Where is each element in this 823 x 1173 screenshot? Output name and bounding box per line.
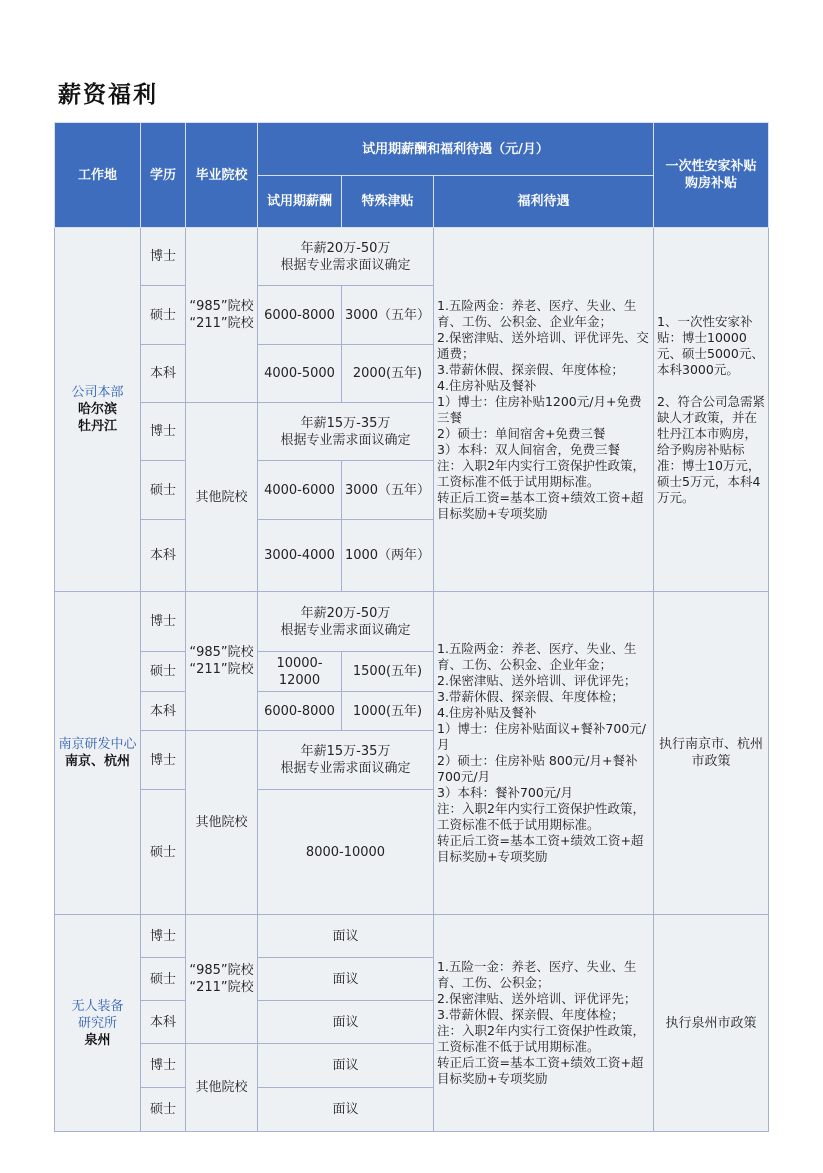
allowance-cell: 3000（五年） bbox=[342, 286, 434, 345]
pay-cell: 6000-8000 bbox=[258, 692, 342, 731]
pay-cell: 4000-5000 bbox=[258, 345, 342, 403]
pay-cell: 4000-6000 bbox=[258, 461, 342, 520]
header-school: 毕业院校 bbox=[186, 123, 258, 228]
degree-cell: 硕士 bbox=[141, 286, 186, 345]
degree-cell: 本科 bbox=[141, 1001, 186, 1044]
degree-cell: 博士 bbox=[141, 228, 186, 286]
location-cell bbox=[55, 915, 141, 1132]
pay-cell: 8000-10000 bbox=[258, 790, 434, 915]
location-city: 泉州 bbox=[84, 1032, 111, 1048]
school-cell: “985”院校 “211”院校 bbox=[186, 592, 258, 731]
school-cell: “985”院校 “211”院校 bbox=[186, 228, 258, 403]
school-cell: 其他院校 bbox=[186, 731, 258, 915]
location-name: 公司本部 bbox=[71, 385, 124, 400]
pay-cell: 年薪15万-35万 根据专业需求面议确定 bbox=[258, 731, 434, 790]
degree-cell: 博士 bbox=[141, 731, 186, 790]
allowance-cell: 1500(五年) bbox=[342, 652, 434, 692]
allowance-cell: 3000（五年） bbox=[342, 461, 434, 520]
table-row bbox=[55, 915, 769, 958]
pay-cell: 面议 bbox=[258, 915, 434, 958]
salary-welfare-table bbox=[54, 122, 769, 1132]
pay-cell: 年薪15万-35万 根据专业需求面议确定 bbox=[258, 403, 434, 461]
subsidy-cell: 1、一次性安家补贴：博士10000元、硕士5000元、本科3000元。 2、符合公司急需紧缺人才政策，并在牡丹江本市购房，给予购房补贴标准：博士10万元，硕士5万元，本科4万元。 bbox=[654, 228, 769, 592]
degree-cell: 硕士 bbox=[141, 1088, 186, 1132]
school-cell: 其他院校 bbox=[186, 403, 258, 592]
welfare-cell: 1.五险两金：养老、医疗、失业、生育、工伤、公积金、企业年金； 2.保密津贴、送外培训、评优评先、交通费； 3.带薪休假、探亲假、年度体检； 4.住房补贴及餐补 1）博士：住房补贴1200元/月+免费三餐 2）硕士：单间宿舍+免费三餐 3）本科：双人间宿舍，免费三餐 注：入职2年内实行工资保护性政策，工资标准不低于试用期标准。 转正后工资=基本工资+绩效工资+超目标奖励+专项奖励 bbox=[434, 228, 654, 592]
subsidy-cell: 执行泉州市政策 bbox=[654, 915, 769, 1132]
pay-cell: 年薪20万-50万 根据专业需求面议确定 bbox=[258, 592, 434, 652]
header-welfare: 福利待遇 bbox=[434, 176, 654, 228]
allowance-cell: 2000(五年) bbox=[342, 345, 434, 403]
pay-cell: 6000-8000 bbox=[258, 286, 342, 345]
school-cell: “985”院校 “211”院校 bbox=[186, 915, 258, 1044]
pay-cell: 10000-12000 bbox=[258, 652, 342, 692]
location-city: 南京、杭州 bbox=[64, 754, 130, 769]
degree-cell: 博士 bbox=[141, 592, 186, 652]
degree-cell: 硕士 bbox=[141, 461, 186, 520]
location-name: 南京研发中心 bbox=[58, 737, 137, 752]
header-location: 工作地 bbox=[55, 123, 141, 228]
degree-cell: 硕士 bbox=[141, 790, 186, 915]
table-row bbox=[55, 228, 769, 286]
table-row bbox=[55, 592, 769, 652]
pay-cell: 面议 bbox=[258, 958, 434, 1001]
header-subsidy: 一次性安家补贴 购房补贴 bbox=[654, 123, 769, 228]
degree-cell: 本科 bbox=[141, 692, 186, 731]
pay-cell: 面议 bbox=[258, 1044, 434, 1088]
pay-cell: 3000-4000 bbox=[258, 520, 342, 592]
degree-cell: 本科 bbox=[141, 520, 186, 592]
location-cell bbox=[55, 228, 141, 592]
location-cell bbox=[55, 592, 141, 915]
header-group: 试用期薪酬和福利待遇（元/月） bbox=[258, 123, 654, 176]
pay-cell: 年薪20万-50万 根据专业需求面议确定 bbox=[258, 228, 434, 286]
degree-cell: 博士 bbox=[141, 403, 186, 461]
degree-cell: 博士 bbox=[141, 915, 186, 958]
pay-cell: 面议 bbox=[258, 1001, 434, 1044]
header-special-allowance: 特殊津贴 bbox=[342, 176, 434, 228]
degree-cell: 硕士 bbox=[141, 958, 186, 1001]
allowance-cell: 1000（两年） bbox=[342, 520, 434, 592]
pay-cell: 面议 bbox=[258, 1088, 434, 1132]
header-probation-pay: 试用期薪酬 bbox=[258, 176, 342, 228]
subsidy-cell: 执行南京市、杭州市政策 bbox=[654, 592, 769, 915]
degree-cell: 本科 bbox=[141, 345, 186, 403]
school-cell: 其他院校 bbox=[186, 1044, 258, 1132]
welfare-cell: 1.五险两金：养老、医疗、失业、生育、工伤、公积金、企业年金； 2.保密津贴、送外培训、评优评先； 3.带薪休假、探亲假、年度体检； 4.住房补贴及餐补 1）博士：住房补贴面议+餐补700元/月 2）硕士：住房补贴 800元/月+餐补700元/月 3）本科：餐补700元/月 注：入职2年内实行工资保护性政策，工资标准不低于试用期标准。 转正后工资=基本工资+绩效工资+超目标奖励+专项奖励 bbox=[434, 592, 654, 915]
page-title: 薪资福利 bbox=[58, 81, 158, 108]
location-city: 哈尔滨 牡丹江 bbox=[77, 402, 117, 434]
degree-cell: 硕士 bbox=[141, 652, 186, 692]
location-name: 无人装备 研究所 bbox=[71, 998, 124, 1031]
allowance-cell: 1000(五年) bbox=[342, 692, 434, 731]
welfare-cell: 1.五险一金：养老、医疗、失业、生育、工伤、公积金； 2.保密津贴、送外培训、评优评先； 3.带薪休假、探亲假、年度体检； 注：入职2年内实行工资保护性政策，工资标准不低于试用期标准。 转正后工资=基本工资+绩效工资+超目标奖励+专项奖励 bbox=[434, 915, 654, 1132]
degree-cell: 博士 bbox=[141, 1044, 186, 1088]
header-degree: 学历 bbox=[141, 123, 186, 228]
